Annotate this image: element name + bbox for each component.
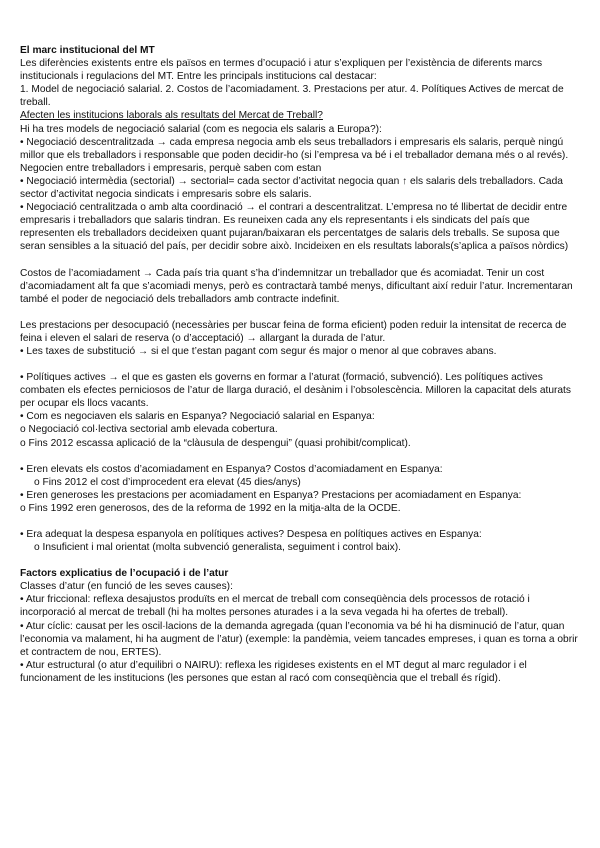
model-intermedia: • Negociació intermèdia (sectorial) → sectorial= cada sector d’activitat negocia quan ↑ els salaris dels treballadors. Cada sector d’activitat negocia sindicats i empresaris sobre els salaris. [20,175,563,201]
document-page [20,44,582,685]
costos-espanya-question: • Eren elevats els costos d’acomiadament en Espanya? Costos d’acomiadament en Espanya: [20,463,443,475]
salaris-espanya-question: • Com es negociaven els salaris en Espanya? Negociació salarial en Espanya: [20,411,375,423]
atur-ciclic-bullet: • Atur cíclic: causat per les oscil·lacions de la demanda agregada (quan l’economia va bé hi ha disminució de l’atur, quan l’economia va malament, hi ha augment de l’atur) (exemple: la pandèmia, veiem tancades empreses, i quan es torna a obrir et contractem de nou, ERTES). [20,620,578,658]
costos-espanya-answer: o Fins 2012 el cost d’improcedent era elevat (45 dies/anys) [34,476,301,488]
salaris-espanya-answer-2: o Fins 2012 escassa aplicació de la “clàusula de despengui” (quasi prohibit/complicat). [20,437,411,449]
politiques-actives-bullet: • Polítiques actives → el que es gasten els governs en formar a l’aturat (formació, subvenció). Les polítiques actives combaten els efectes perniciosos de l’atur de llarga duració, el desànim i l’obsolescència. Milloren la capacitat dels aturats per ocupar els llocs vacants. [20,372,571,410]
despesa-espanya-answer: o Insuficient i mal orientat (molta subvenció generalista, seguiment i control baix). [34,542,401,554]
section-heading-factors: Factors explicatius de l’ocupació i de l’atur [20,568,229,580]
section-heading-marc-institucional: El marc institucional del MT [20,45,155,56]
prestacions-espanya-question: • Eren generoses les prestacions per acomiadament en Espanya? Prestacions per acomiadament en Espanya: [20,489,522,501]
atur-friccional-bullet: • Atur friccional: reflexa desajustos produïts en el mercat de treball com conseqüència dels processos de rotació i incorporació al mercat de treball (hi ha moltes persones aturades i a la seva vegada hi ha ofertes de treball). [20,594,530,619]
institutions-list: 1. Model de negociació salarial. 2. Costos de l’acomiadament. 3. Prestacions per atur. 4. Polítiques Actives de mercat de treball. [20,84,564,109]
model-centralitzada: • Negociació centralitzada o amb alta coordinació → el contrari a descentralitzat. L’empresa no té llibertat de decidir entre empresaris i treballadors que salaris tindran. Es reuneixen cada any els representants i els sindicats del país que representen els treballadors decideixen quant pujaran/baixaran els percentatges de salaris dels treballs. Se suposa que seran sensibles a la situació del país, per decidir sobre això. Incideixen en els resultats laborals(s’aplica a països nòrdics) [20,202,569,253]
despesa-espanya-question: • Era adequat la despesa espanyola en polítiques actives? Despesa en polítiques actives en Espanya: [20,529,482,540]
atur-estructural-bullet: • Atur estructural (o atur d’equilibri o NAIRU): reflexa les rigideses existents en el MT degut al marc regulador i el funcionament de les institucions (les persones que estan al racó com conseqüència que el treball és rígid). [20,659,527,684]
model-descentralitzada: • Negociació descentralitzada → cada empresa negocia amb els seus treballadors i empresaris els salaris, perquè ningú millor que els treballadors i responsable que poden decidir-ho (si l’empresa va bé i el treballador demana més o al revés). Negocien entre treballadors i empresaris, perquè saben com estan [20,136,569,174]
subheading-institucions: Afecten les institucions laborals als resultats del Mercat de Treball? [20,110,323,122]
intro-paragraph: Les diferències existents entre els països en termes d’ocupació i atur s’expliquen per l’existència de diferents marcs institucionals i regulacions del MT. Entre les principals institucions cal destacar: [20,58,543,83]
models-question: Hi ha tres models de negociació salarial (com es negocia els salaris a Europa?): [20,123,382,135]
prestacions-espanya-answer: o Fins 1992 eren generosos, des de la reforma de 1992 en la mitja-alta de la OCDE. [20,502,401,514]
costos-acomiadament-paragraph: Costos de l’acomiadament → Cada país tria quant s’ha d’indemnitzar un treballador que és acomiadat. Tenir un cost d’acomiadament alt fa que s’acomiadi menys, però es contractarà també menys, dificultant així reduir l’atur. Incrementaran també el poder de negociació dels treballadors amb contracte indefinit. [20,267,573,305]
prestacions-paragraph: Les prestacions per desocupació (necessàries per buscar feina de forma eficient) poden reduir la intensitat de recerca de feina i eleven el salari de reserva (o d’acceptació) → allargant la durada de l’atur. [20,319,567,344]
taxes-substitucio-bullet: • Les taxes de substitució → si el que t’estan pagant com segur és major o menor al que cobraves abans. [20,345,497,357]
salaris-espanya-answer-1: o Negociació col·lectiva sectorial amb elevada cobertura. [20,424,278,436]
classes-atur-intro: Classes d’atur (en funció de les seves causes): [20,581,233,593]
